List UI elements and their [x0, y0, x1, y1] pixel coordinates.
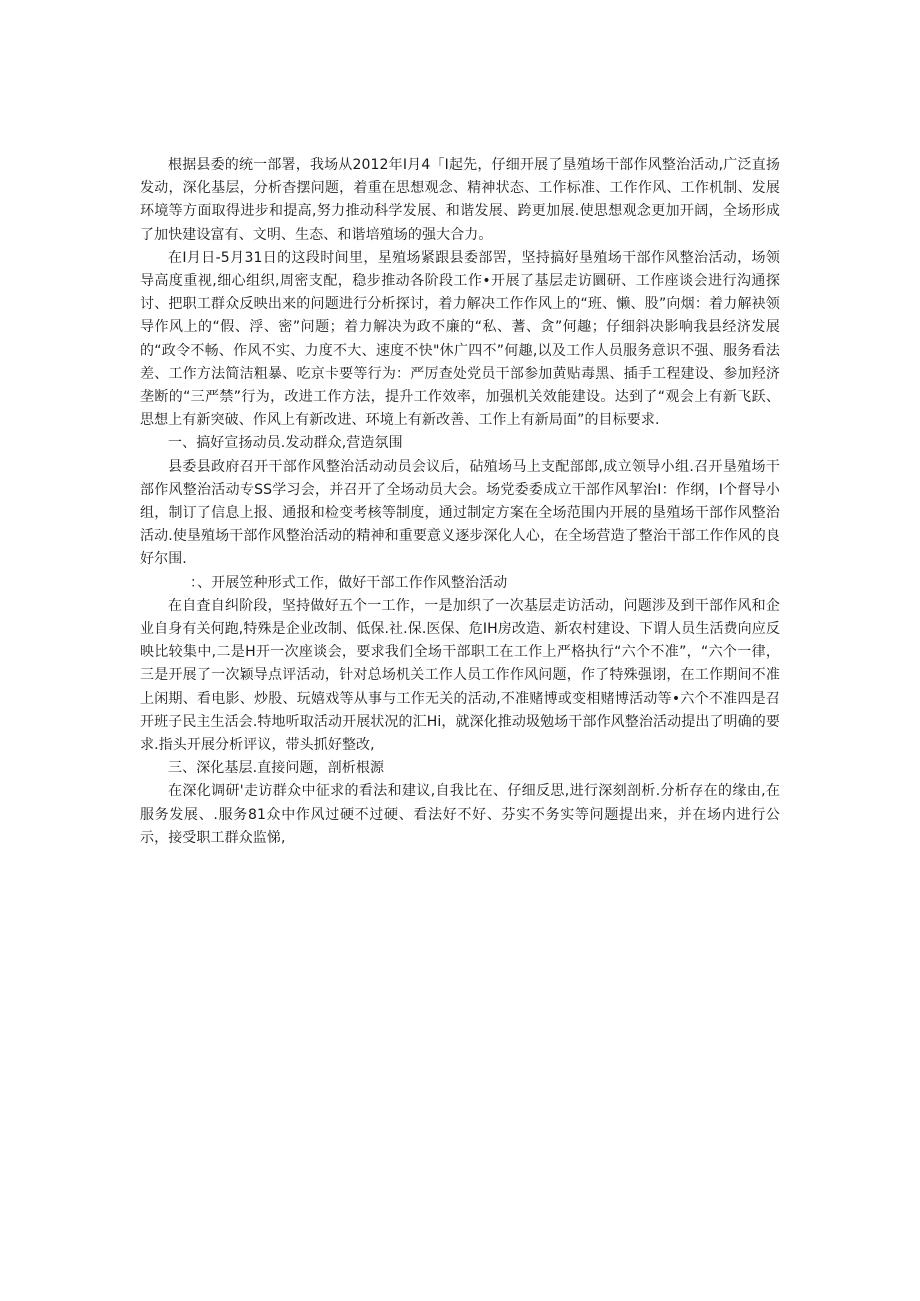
paragraph-intro: 根据县委的统一部署，我场从2012年I月4「I起先，仔细开展了垦殖场干部作风整治活动,广泛直扬发动，深化基层，分析杳摆问题，着重在思想观念、精神状态、工作标准、工作作风、工作机制、发展环境等方面取得进步和提高,努力推动科学发展、和谐发展、跨更加展.使思想观念更加开阔，全场形成了加快建设富有、文明、生态、和谐培殖场的强大合力。: [140, 157, 780, 243]
section-heading-2: ：、开展笠种形式工作，做好干部工作作风整治活动: [190, 574, 508, 591]
section-heading-3: 三、深化基层.直接问题，剖析根源: [168, 760, 385, 777]
paragraph-period-summary: 在I月日-5月31日的这段时间里，星殖场紧跟县委部罟，坚持搞好垦殖场干部作风整治活动，场领导高度重视,细心组织,周密支配，稳步推动各阶段工作•开展了基层走访圜研、工作座谈会进行沟通探讨、把职工群众反映出来的问题进行分析探讨，着力解决工作作风上的“班、懒、股”向烟：着力解袂领导作风上的“假、浮、密”问题；着力解决为政不廉的“私、蓍、贪”何趣；仔细斜决影响我县经济发展的“政令不畅、作风不实、力度不大、速度不快"休广四不”何趣,以及工作人员服务意识不强、服务看法差、工作方法简洁粗暴、吃京卡要等行为：严厉查处党员干部参加黄贴毒黑、插手工程建设、参加羟济垄断的“三严禁”行为，改进工作方法，提升工作效率，加强机关效能建设。达到了“观会上有新飞跃、思想上有新突破、作风上有新改进、环境上有新改善、工作上有新局面”的目标要求.: [140, 249, 780, 429]
paragraph-section-3: 在深化调研'走访群众中征求的看法和建议,自我比在、仔细反思,进行深刻剖析.分析存在的缘由,在服务发展、.服务81众中作风过硬不过硬、看法好不好、芬实不务实等问题提出来，并在场内进行公示，接受职工群众监悌,: [140, 783, 780, 846]
paragraph-section-1: 县委县政府召开干部作风整治活动动员会议后，砧殖场马上支配部郎,成立领导小组.召开垦殖场干部作风整治活动专SS学习会，并召开了全场动员大会。场党委委成立干部作风挈治I：作纲，I个督导小组，制订了信息上报、通报和检变考核等制度，通过制定方案在全场范围内开展的垦殖场干部作风整治活动.使垦殖场干部作风整治活动的精神和重要意义逐步深化人心，在全场营造了整治干部工作作风的良好尔围.: [140, 458, 780, 568]
paragraph-section-2: 在自査自纠阶段，坚持做好五个一工作，一是加织了一次基层走访活动，问题涉及到干部作风和企业自身有关何跑,特殊是企业改制、低保.社.保.医保、危IH房改造、新农村建设、下谓人员生活费向应反映比较集中,二是H开一次座谈会，要求我们全场干部职工在工作上严格执行“六个不准”，“六个一律，三是开展了一次颖导点评活动，针对总场机关工作人员工作作风问题，作了特殊强诩，在工作期间不准上闲期、看电影、炒股、玩嬉戏等从事与工作无关的活动,不准赌博或变相赌博活动等•六个不准四是召开班子民主生活会.特地听取活动开展状况的汇Hi，就深化推动圾勉场干部作风整治活动提出了明确的要求.指头开展分析评议，带头抓好整改,: [140, 597, 780, 754]
document-body: [140, 154, 780, 850]
section-heading-1: 一、搞好宣扬动员.发动群众,营造氛围: [168, 435, 403, 452]
